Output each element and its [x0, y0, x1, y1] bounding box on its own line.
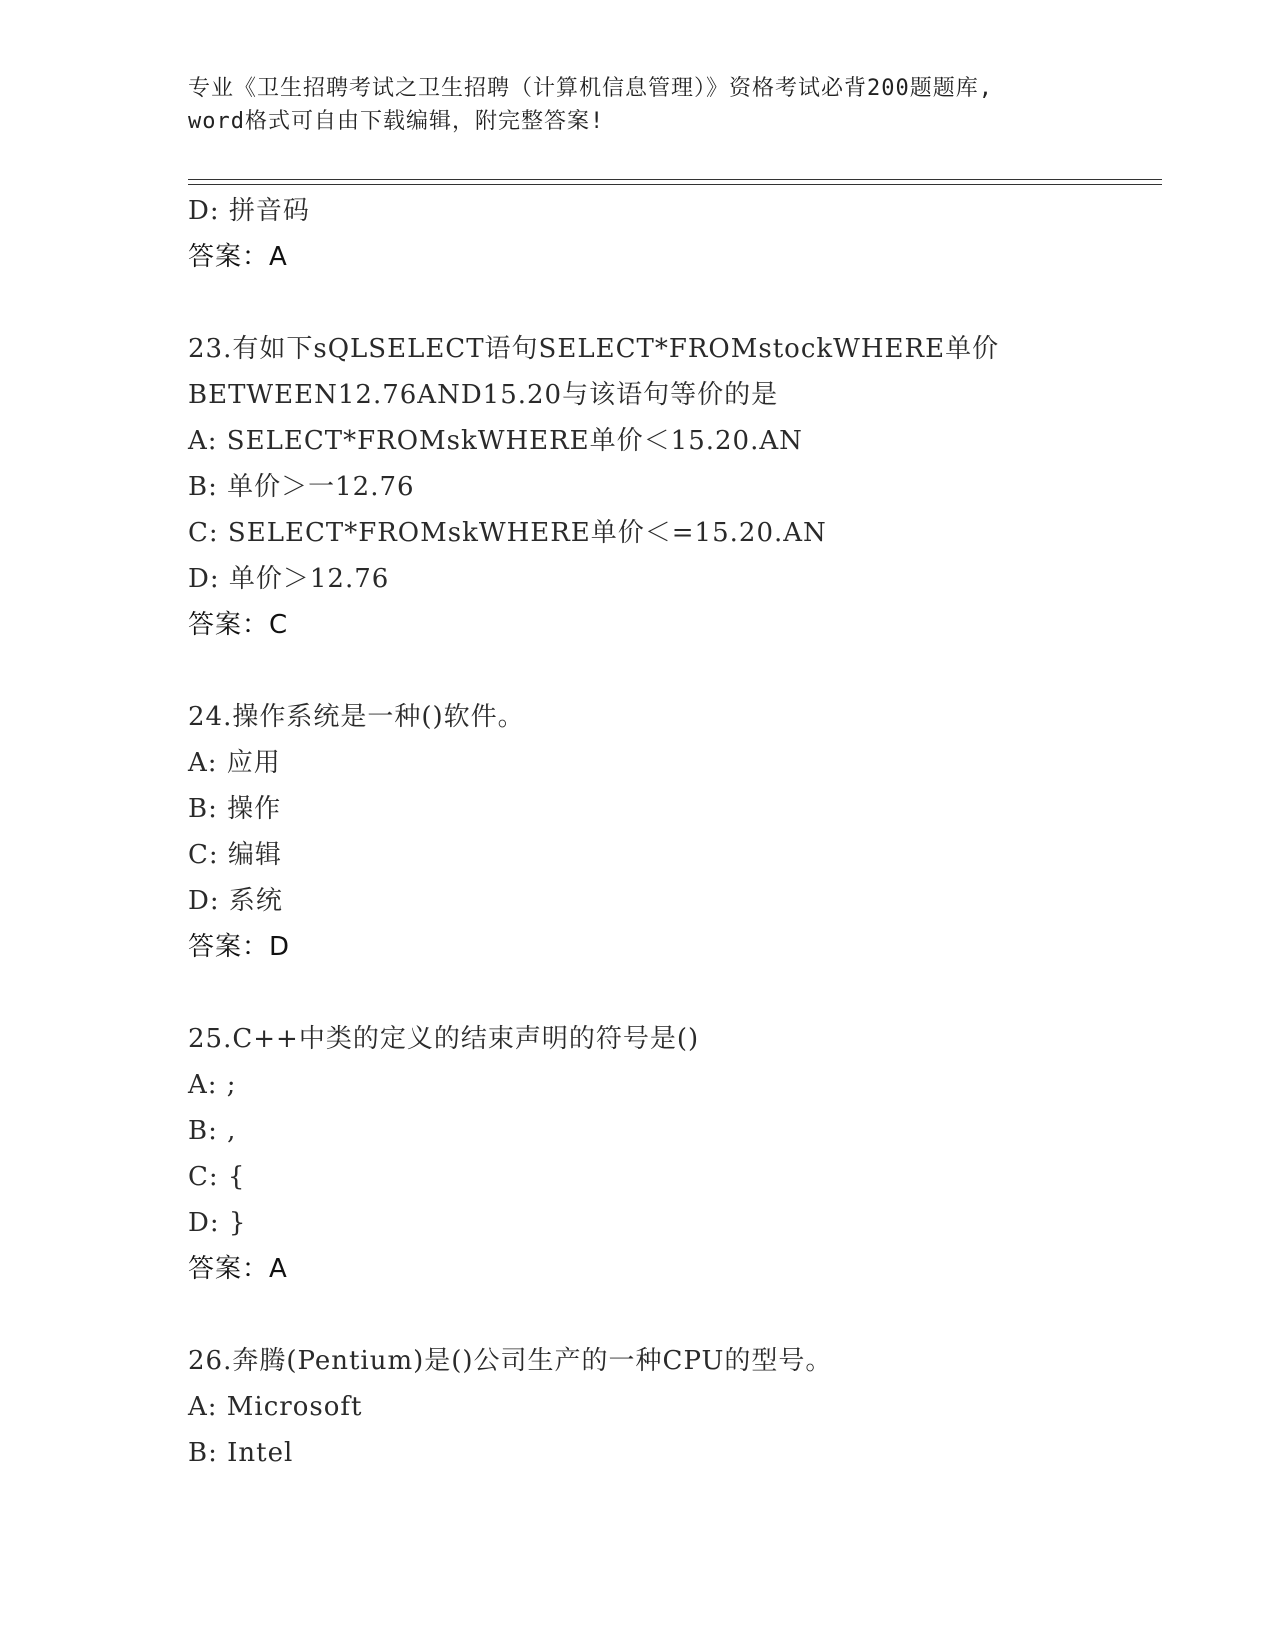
option-a: A: SELECT*FROMskWHERE单价＜15.20.AN	[188, 426, 803, 456]
spacer	[188, 280, 1148, 326]
option-a: A: ;	[188, 1070, 237, 1100]
spacer	[188, 970, 1148, 1016]
header-divider-bottom	[188, 184, 1162, 185]
answer-line: 答案：C	[188, 610, 289, 640]
option-b: B: 操作	[188, 794, 282, 824]
option-d: D: }	[188, 1208, 247, 1238]
option-c: C: {	[188, 1162, 246, 1192]
question-23	[188, 326, 1148, 648]
option-c: C: SELECT*FROMskWHERE单价＜=15.20.AN	[188, 518, 827, 548]
question-content	[188, 188, 1148, 1476]
option-b: B: 单价＞一12.76	[188, 472, 415, 502]
answer-line: 答案：A	[188, 1254, 288, 1284]
spacer	[188, 1292, 1148, 1338]
option-a: A: 应用	[188, 748, 281, 778]
option-d: D: 系统	[188, 886, 283, 916]
question-24	[188, 694, 1148, 970]
option-d: D: 单价＞12.76	[188, 564, 390, 594]
spacer	[188, 648, 1148, 694]
question-stem-line: 24.操作系统是一种()软件。	[188, 702, 525, 732]
option-c: C: 编辑	[188, 840, 282, 870]
header-divider-top	[188, 179, 1162, 180]
answer-line: 答案：A	[188, 242, 288, 272]
option-b: B: ,	[188, 1116, 237, 1146]
previous-question-fragment	[188, 188, 1148, 280]
question-stem-line: 25.C++中类的定义的结束声明的符号是()	[188, 1024, 700, 1054]
question-stem-line: 26.奔腾(Pentium)是()公司生产的一种CPU的型号。	[188, 1346, 833, 1376]
question-26	[188, 1338, 1148, 1476]
option-b: B: Intel	[188, 1438, 294, 1468]
answer-line: 答案：D	[188, 932, 291, 962]
header-line-1: 专业《卫生招聘考试之卫生招聘（计算机信息管理）》资格考试必背200题题库,	[188, 76, 993, 101]
question-25	[188, 1016, 1148, 1292]
question-stem-line: 23.有如下sQLSELECT语句SELECT*FROMstockWHERE单价	[188, 334, 1000, 364]
option-d: D: 拼音码	[188, 196, 310, 226]
document-header	[188, 72, 1088, 138]
question-stem-line: BETWEEN12.76AND15.20与该语句等价的是	[188, 380, 779, 410]
option-a: A: Microsoft	[188, 1392, 363, 1422]
header-line-2: word格式可自由下载编辑，附完整答案!	[188, 109, 605, 134]
